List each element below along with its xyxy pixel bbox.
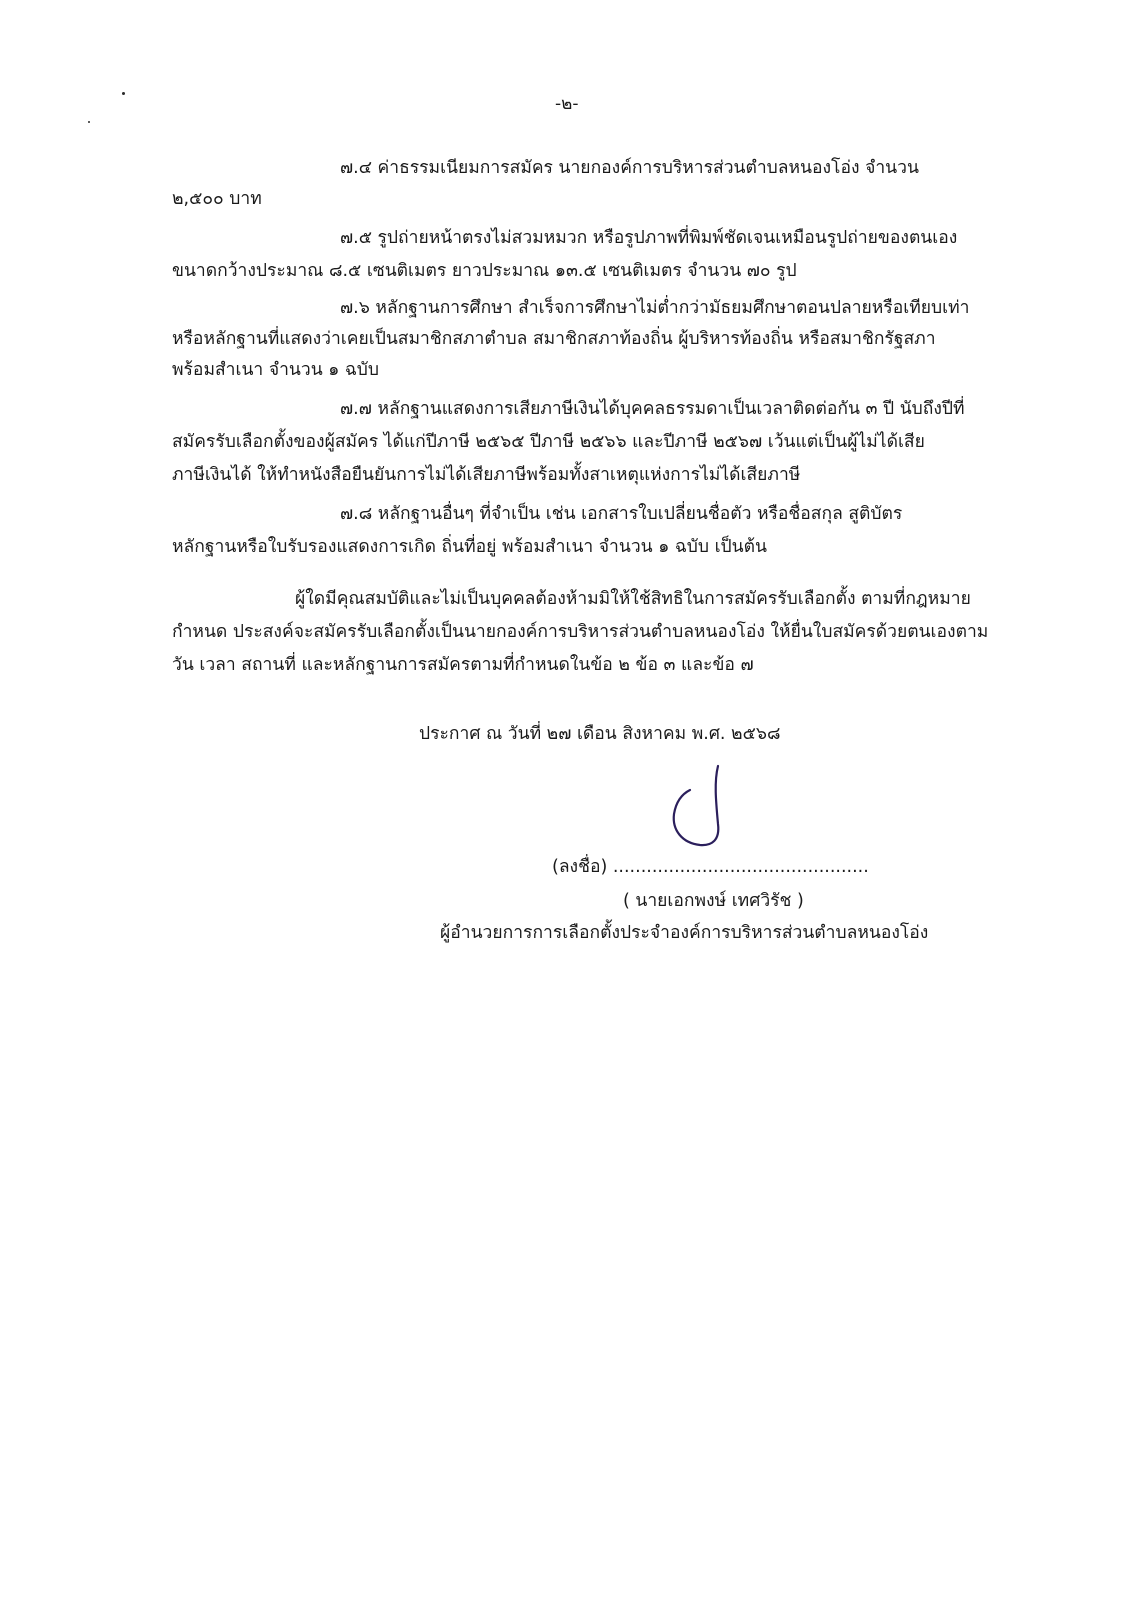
item-7-7-line-2: สมัครรับเลือกตั้งของผู้สมัคร ได้แก่ปีภาษี ๒๕๖๕ ปีภาษี ๒๕๖๖ และปีภาษี ๒๕๖๗ เว้นแต่เป็นผู้ไม่ได้เสีย xyxy=(172,432,925,452)
item-7-4-text: ๗.๔ ค่าธรรมเนียมการสมัคร นายกองค์การบริหารส่วนตำบลหนองโอ่ง จำนวน xyxy=(340,158,919,178)
signature-line: (ลงชื่อ) .............................................. xyxy=(552,857,869,877)
item-7-8-line-2: หลักฐานหรือใบรับรองแสดงการเกิด ถิ่นที่อยู่ พร้อมสำเนา จำนวน ๑ ฉบับ เป็นต้น xyxy=(172,537,767,557)
announce-date: ประกาศ ณ วันที่ ๒๗ เดือน สิงหาคม พ.ศ. ๒๕๖๘ xyxy=(419,724,781,744)
page-number: -๒- xyxy=(555,94,579,114)
item-7-5-line-2: ขนาดกว้างประมาณ ๘.๕ เซนติเมตร ยาวประมาณ ๑๓.๕ เซนติเมตร จำนวน ๗๐ รูป xyxy=(172,261,797,281)
handwritten-signature xyxy=(660,762,740,852)
item-7-8-line-1: ๗.๘ หลักฐานอื่นๆ ที่จำเป็น เช่น เอกสารใบเปลี่ยนชื่อตัว หรือชื่อสกุล สูติบัตร xyxy=(340,504,903,524)
signer-name: ( นายเอกพงษ์ เทศวิรัช ) xyxy=(623,891,804,911)
scan-speck xyxy=(122,92,125,95)
item-7-5-line-1: ๗.๕ รูปถ่ายหน้าตรงไม่สวมหมวก หรือรูปภาพที่พิมพ์ชัดเจนเหมือนรูปถ่ายของตนเอง xyxy=(340,228,958,248)
signer-title: ผู้อำนวยการการเลือกตั้งประจำองค์การบริหารส่วนตำบลหนองโอ่ง xyxy=(440,923,929,943)
item-7-7-line-1: ๗.๗ หลักฐานแสดงการเสียภาษีเงินได้บุคคลธรรมดาเป็นเวลาติดต่อกัน ๓ ปี นับถึงปีที่ xyxy=(340,399,965,419)
item-7-4-line-2: ๒,๕๐๐ บาท xyxy=(172,189,262,209)
item-7-4-line-1 xyxy=(340,156,960,180)
closing-line-2: กำหนด ประสงค์จะสมัครรับเลือกตั้งเป็นนายกองค์การบริหารส่วนตำบลหนองโอ่ง ให้ยื่นใบสมัครด้วยตนเองตาม xyxy=(172,622,989,642)
item-7-7-line-3: ภาษีเงินได้ ให้ทำหนังสือยืนยันการไม่ได้เสียภาษีพร้อมทั้งสาเหตุแห่งการไม่ได้เสียภาษี xyxy=(172,465,801,485)
closing-line-1: ผู้ใดมีคุณสมบัติและไม่เป็นบุคคลต้องห้ามมิให้ใช้สิทธิในการสมัครรับเลือกตั้ง ตามที่กฎหมาย xyxy=(295,589,971,609)
item-7-6-line-2: หรือหลักฐานที่แสดงว่าเคยเป็นสมาชิกสภาตำบล สมาชิกสภาท้องถิ่น ผู้บริหารท้องถิ่น หรือสมาชิกรัฐสภา xyxy=(172,329,936,349)
item-7-6-line-3: พร้อมสำเนา จำนวน ๑ ฉบับ xyxy=(172,360,380,380)
scan-speck xyxy=(88,121,90,123)
closing-line-3: วัน เวลา สถานที่ และหลักฐานการสมัครตามที่กำหนดในข้อ ๒ ข้อ ๓ และข้อ ๗ xyxy=(172,655,754,675)
item-7-6-line-1: ๗.๖ หลักฐานการศึกษา สำเร็จการศึกษาไม่ต่ำกว่ามัธยมศึกษาตอนปลายหรือเทียบเท่า xyxy=(340,298,970,318)
